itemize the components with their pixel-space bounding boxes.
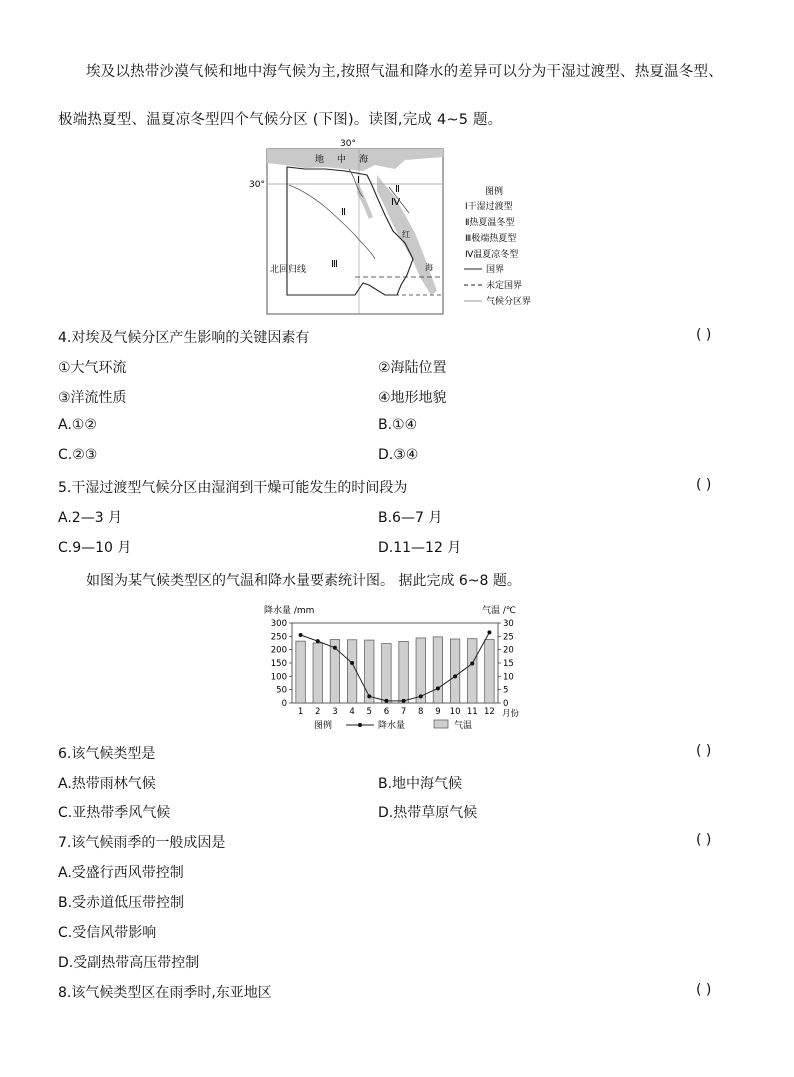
q4-answer-bracket[interactable]: ( ) (696, 327, 712, 343)
line-series (301, 632, 490, 701)
line-point-month-11 (470, 662, 474, 666)
q7-option-c[interactable]: C.受信风带影响 (58, 925, 157, 941)
x-tick-label: 9 (435, 707, 441, 717)
q4-item-3: ③洋流性质 (58, 390, 127, 406)
q5-option-a[interactable]: A.2—3 月 (58, 510, 123, 526)
q4-option-c[interactable]: C.②③ (58, 447, 98, 463)
legend-bar-label: 气温 (454, 721, 473, 731)
x-tick-label: 8 (418, 707, 424, 717)
red-sea-label-1: 红 (402, 230, 410, 239)
sea-label-2: 中 (337, 155, 347, 165)
q8-stem: 8.该气候类型区在雨季时,东亚地区 (58, 985, 272, 1001)
line-point-month-10 (453, 674, 457, 678)
legend-bar-swatch (434, 720, 448, 728)
x-tick-label: 7 (400, 707, 407, 717)
q4-stem: 4.对埃及气候分区产生影响的关键因素有 (58, 330, 310, 346)
sea-label-1: 地 (315, 155, 325, 165)
q7-option-b[interactable]: B.受赤道低压带控制 (58, 895, 185, 911)
left-tick-label: 0 (281, 699, 287, 709)
map-legend-line-3: 气候分区界 (486, 297, 532, 307)
zone-label-3: Ⅲ (331, 259, 338, 270)
x-axis-title: 月份 (502, 709, 520, 719)
climate-chart (262, 601, 542, 733)
lon-label: 30° (340, 139, 356, 149)
line-point-month-6 (384, 699, 388, 703)
right-tick-label: 15 (503, 659, 514, 669)
map-legend-item-1: Ⅰ干湿过渡型 (465, 202, 513, 212)
q4-item-2: ②海陆位置 (378, 360, 447, 376)
q6-answer-bracket[interactable]: ( ) (696, 743, 712, 759)
x-tick-label: 10 (449, 707, 461, 717)
bar-month-8 (416, 638, 425, 703)
map-frame (267, 149, 443, 314)
q4-option-b[interactable]: B.①④ (378, 417, 418, 433)
q6-option-d[interactable]: D.热带草原气候 (378, 805, 478, 821)
q6-option-b[interactable]: B.地中海气候 (378, 776, 463, 792)
map-legend-line-2: 未定国界 (486, 281, 523, 291)
q6-option-a[interactable]: A.热带雨林气候 (58, 776, 156, 792)
map-legend-line-1: 国界 (486, 265, 505, 275)
map-legend-title: 图例 (485, 187, 504, 197)
x-tick-label: 1 (297, 707, 304, 717)
right-tick-label: 30 (503, 619, 514, 629)
zone-label-1: Ⅰ (357, 175, 360, 186)
q7-stem: 7.该气候雨季的一般成因是 (58, 835, 226, 851)
lat-label: 30° (249, 180, 265, 190)
q5-option-b[interactable]: B.6—7 月 (378, 510, 443, 526)
left-tick-label: 300 (270, 619, 287, 629)
q8-answer-bracket[interactable]: ( ) (696, 982, 712, 998)
left-tick-label: 100 (270, 672, 287, 683)
bar-month-6 (382, 644, 391, 703)
right-tick-label: 25 (503, 632, 514, 643)
line-point-month-2 (316, 639, 320, 643)
x-tick-label: 11 (466, 707, 478, 717)
map-legend-item-3: Ⅲ极端热夏型 (465, 234, 517, 244)
q4-item-1: ①大气环流 (58, 360, 127, 376)
x-tick-label: 12 (484, 707, 495, 717)
right-tick-label: 5 (503, 685, 509, 696)
line-point-month-4 (350, 661, 354, 665)
intro-line-1: 埃及以热带沙漠气候和地中海气候为主,按照气温和降水的差异可以分为干湿过渡型、热夏温冬型、 (86, 64, 723, 80)
q7-option-a[interactable]: A.受盛行西风带控制 (58, 865, 184, 881)
left-tick-label: 150 (270, 659, 287, 669)
x-tick-label: 4 (349, 707, 355, 717)
bar-month-10 (450, 639, 459, 703)
red-sea-label-2: 海 (425, 263, 433, 272)
bar-month-9 (433, 637, 442, 703)
q5-stem: 5.干湿过渡型气候分区由湿润到干燥可能发生的时间段为 (58, 480, 408, 496)
q7-option-d[interactable]: D.受副热带高压带控制 (58, 955, 200, 971)
chart-legend-title: 图例 (314, 721, 333, 731)
line-point-month-3 (333, 646, 337, 650)
bar-month-11 (468, 639, 477, 703)
line-point-month-12 (487, 630, 491, 634)
sea-label-3: 海 (359, 155, 369, 165)
left-tick-label: 250 (270, 632, 287, 643)
plot-frame (292, 623, 498, 703)
left-tick-label: 200 (270, 645, 287, 656)
zone-label-5: Ⅱ (395, 184, 400, 195)
y-axis-right-title: 气温 /℃ (482, 606, 517, 616)
q5-option-c[interactable]: C.9—10 月 (58, 540, 132, 556)
q5-answer-bracket[interactable]: ( ) (696, 477, 712, 493)
right-tick-label: 20 (503, 645, 514, 656)
line-point-month-1 (299, 633, 303, 637)
right-tick-label: 0 (503, 699, 509, 709)
bar-month-12 (485, 640, 494, 703)
legend-line-label: 降水量 (378, 721, 406, 731)
egypt-climate-map (245, 135, 555, 317)
map-legend-item-4: Ⅳ温夏凉冬型 (465, 250, 519, 260)
x-tick-label: 2 (315, 707, 321, 717)
q7-answer-bracket[interactable]: ( ) (696, 832, 712, 848)
zone-label-4: Ⅳ (391, 197, 401, 208)
line-point-month-9 (436, 686, 440, 690)
q4-option-a[interactable]: A.①② (58, 417, 97, 433)
line-point-month-7 (402, 699, 406, 703)
intro-line-2: 极端热夏型、温夏凉冬型四个气候分区 (下图)。读图,完成 4~5 题。 (58, 112, 503, 128)
bar-month-1 (296, 641, 305, 703)
q4-item-4: ④地形地貌 (378, 390, 447, 406)
bar-month-2 (313, 643, 322, 703)
bar-month-4 (347, 640, 356, 703)
tropic-label: 北回归线 (270, 265, 307, 275)
bar-month-5 (365, 640, 374, 703)
q6-option-c[interactable]: C.亚热带季风气候 (58, 805, 171, 821)
x-tick-label: 6 (383, 707, 390, 717)
q5-option-d[interactable]: D.11—12 月 (378, 540, 462, 556)
right-tick-label: 10 (503, 672, 514, 683)
x-tick-label: 3 (332, 707, 338, 717)
legend-line-marker (358, 723, 362, 727)
y-axis-left-title: 降水量 /mm (264, 606, 315, 616)
left-tick-label: 50 (276, 685, 287, 696)
line-point-month-5 (367, 694, 371, 698)
zone-label-2: Ⅱ (341, 207, 346, 218)
q6-stem: 6.该气候类型是 (58, 746, 156, 762)
x-tick-label: 5 (366, 707, 372, 717)
q4-option-d[interactable]: D.③④ (378, 447, 419, 463)
intro-2: 如图为某气候类型区的气温和降水量要素统计图。 据此完成 6~8 题。 (86, 573, 521, 589)
line-point-month-8 (419, 694, 423, 698)
map-legend-item-2: Ⅱ热夏温冬型 (465, 218, 515, 228)
bar-month-7 (399, 641, 408, 703)
intro-paragraph (58, 48, 748, 144)
